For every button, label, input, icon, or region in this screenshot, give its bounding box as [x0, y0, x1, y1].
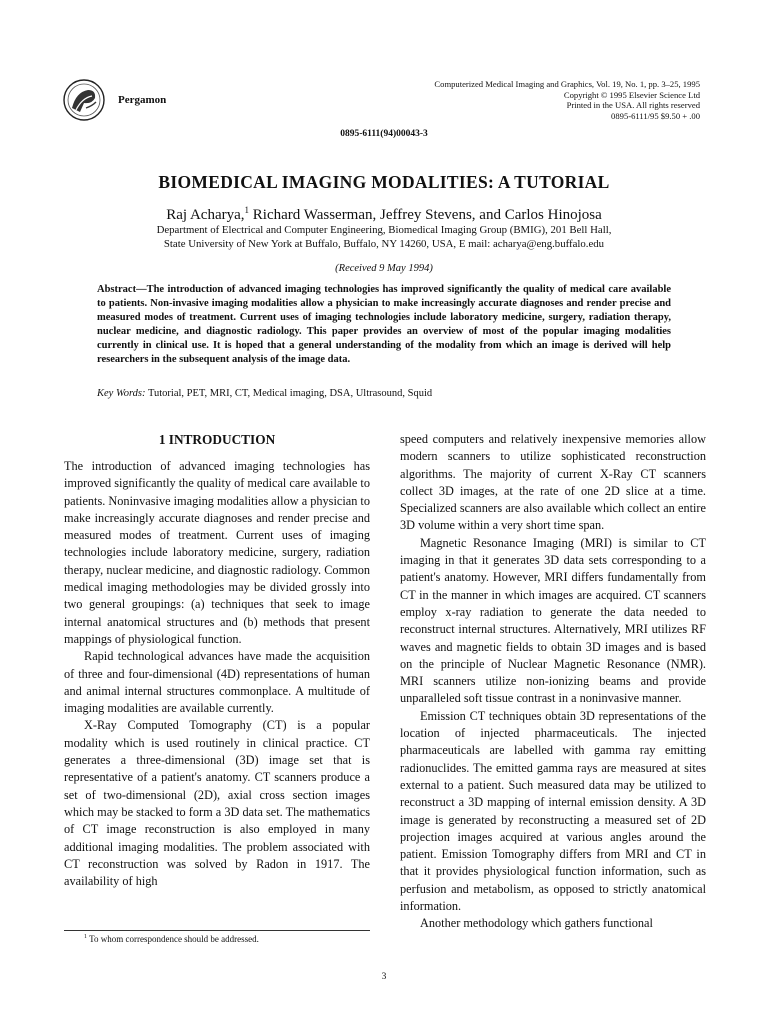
paragraph: X-Ray Computed Tomography (CT) is a popular modality which is used routinely in clinical practice. CT generates a three-dimensional (3D) image set that is representative of a patient's anatomy. CT scanners produce a set of two-dimensional (2D), axial cross section images which may be stacked to form a 3D data set. The mathematics of CT image reconstruction is also employed in many additional imaging modalities. The problem associated with CT reconstruction was solved by Radon in 1917. The availability of high: [64, 718, 370, 889]
keywords-label: Key Words:: [97, 388, 146, 399]
journal-line: Printed in the USA. All rights reserved: [566, 100, 700, 111]
document-id: 0895-6111(94)00043-3: [340, 129, 428, 139]
affiliation-line: Department of Electrical and Computer Engineering, Biomedical Imaging Group (BMIG), 201 Bell Hall,: [156, 224, 612, 236]
keywords-text: Tutorial, PET, MRI, CT, Medical imaging, DSA, Ultrasound, Squid: [147, 388, 433, 399]
keywords: [97, 388, 432, 399]
paragraph: Magnetic Resonance Imaging (MRI) is similar to CT imaging in that it generates 3D data sets corresponding to a patient's anatomy. However, MRI differs fundamentally from CT in the manner in which images are acquired. CT scanners employ x-ray radiation to generate the data needed to reconstruct internal structures. Alternatively, MRI utilizes RF waves and magnetic fields to obtain 3D images and is based on the principle of Nuclear Magnetic Resonance (NMR). MRI scanners utilize non-ionizing beams and provide unparalleled soft tissue contrast in a noninvasive manner.: [400, 535, 706, 706]
affiliation-line: State University of New York at Buffalo, Buffalo, NY 14260, USA, E mail: acharya@eng.buffalo.edu: [163, 238, 605, 250]
publisher-logo-icon: [62, 78, 106, 122]
paper-title: BIOMEDICAL IMAGING MODALITIES: A TUTORIAL: [158, 172, 610, 192]
author-rest: Richard Wasserman, Jeffrey Stevens, and Carlos Hinojosa: [249, 207, 602, 223]
footnote-marker: 1: [244, 205, 250, 215]
paragraph: The introduction of advanced imaging technologies has improved significantly the quality of medical care available to patients. Noninvasive imaging modalities allow a physician to make increasingly accurate diagnoses and render precise and measured modes of treatment. Current uses of imaging technologies include laboratory medicine, surgery, radiation therapy, nuclear medicine, and diagnostic radiology. Common medical imaging methodologies may be divided grossly into two general groupings: (a) techniques that seek to image internal anatomical structures and (b) methods that present mappings of physiological function.: [64, 459, 370, 646]
left-column: [64, 458, 370, 890]
received-date: (Received 9 May 1994): [335, 263, 433, 274]
affiliation: [60, 223, 708, 251]
paragraph: Rapid technological advances have made the acquisition of three and four-dimensional (4D) representations of human and animal internal structures commonplace. A multitude of imaging modalities are available currently.: [64, 649, 370, 716]
footnote-divider: [64, 930, 370, 931]
page-number: 3: [381, 972, 387, 982]
author-first: Raj Acharya,: [166, 207, 245, 223]
footnote-text: To whom correspondence should be addressed.: [89, 934, 259, 944]
paragraph: Another methodology which gathers functional: [420, 916, 653, 931]
paragraph: Emission CT techniques obtain 3D representations of the location of injected pharmaceuticals. The injected pharmaceuticals are labelled with gamma ray emitting radionuclides. The emitted gamma rays are measured at sites external to a patient. Such measured data may be utilized to reconstruct a 3D mapping of internal emission density. A 3D image is generated by reconstructing a measured set of 2D projection images acquired at various angles around the patient. Emission Tomography differs from MRI and CT in that it provides physiological function information, such as perfusion and metabolism, as opposed to strictly anatomical information.: [400, 708, 706, 914]
publisher-name: Pergamon: [118, 94, 167, 106]
journal-line: Computerized Medical Imaging and Graphics, Vol. 19, No. 1, pp. 3–25, 1995: [434, 79, 700, 89]
author-list: [0, 205, 768, 224]
section-heading: 1 INTRODUCTION: [158, 432, 276, 447]
right-column: [400, 431, 706, 933]
footnote-marker: 1: [84, 934, 87, 940]
paragraph: speed computers and relatively inexpensive memories allow modern scanners to utilize sophisticated reconstruction algorithms. The majority of current X-Ray CT scanners collect 3D images, at the rate of one 2D slice at a time. Specialized scanners are also available which collect an entire 3D volume within a very short time span.: [400, 432, 706, 533]
abstract: Abstract—The introduction of advanced imaging technologies has improved significantly the quality of medical care available to patients. Non-invasive imaging modalities allow a physician to make increasingly accurate diagnoses and render precise and measured modes of treatment. Current uses of imaging technologies include laboratory medicine, surgery, radiation therapy, nuclear medicine, and diagnostic radiology. This paper provides an overview of most of the popular imaging modalities currently in clinical use. It is hoped that a general understanding of the modality from which an image is derived will help researchers in the subsequent analysis of the image data.: [97, 284, 671, 366]
footnote: [84, 934, 259, 944]
journal-line: 0895-6111/95 $9.50 + .00: [611, 110, 700, 121]
journal-citation: [434, 79, 700, 121]
journal-line: Copyright © 1995 Elsevier Science Ltd: [563, 89, 700, 100]
